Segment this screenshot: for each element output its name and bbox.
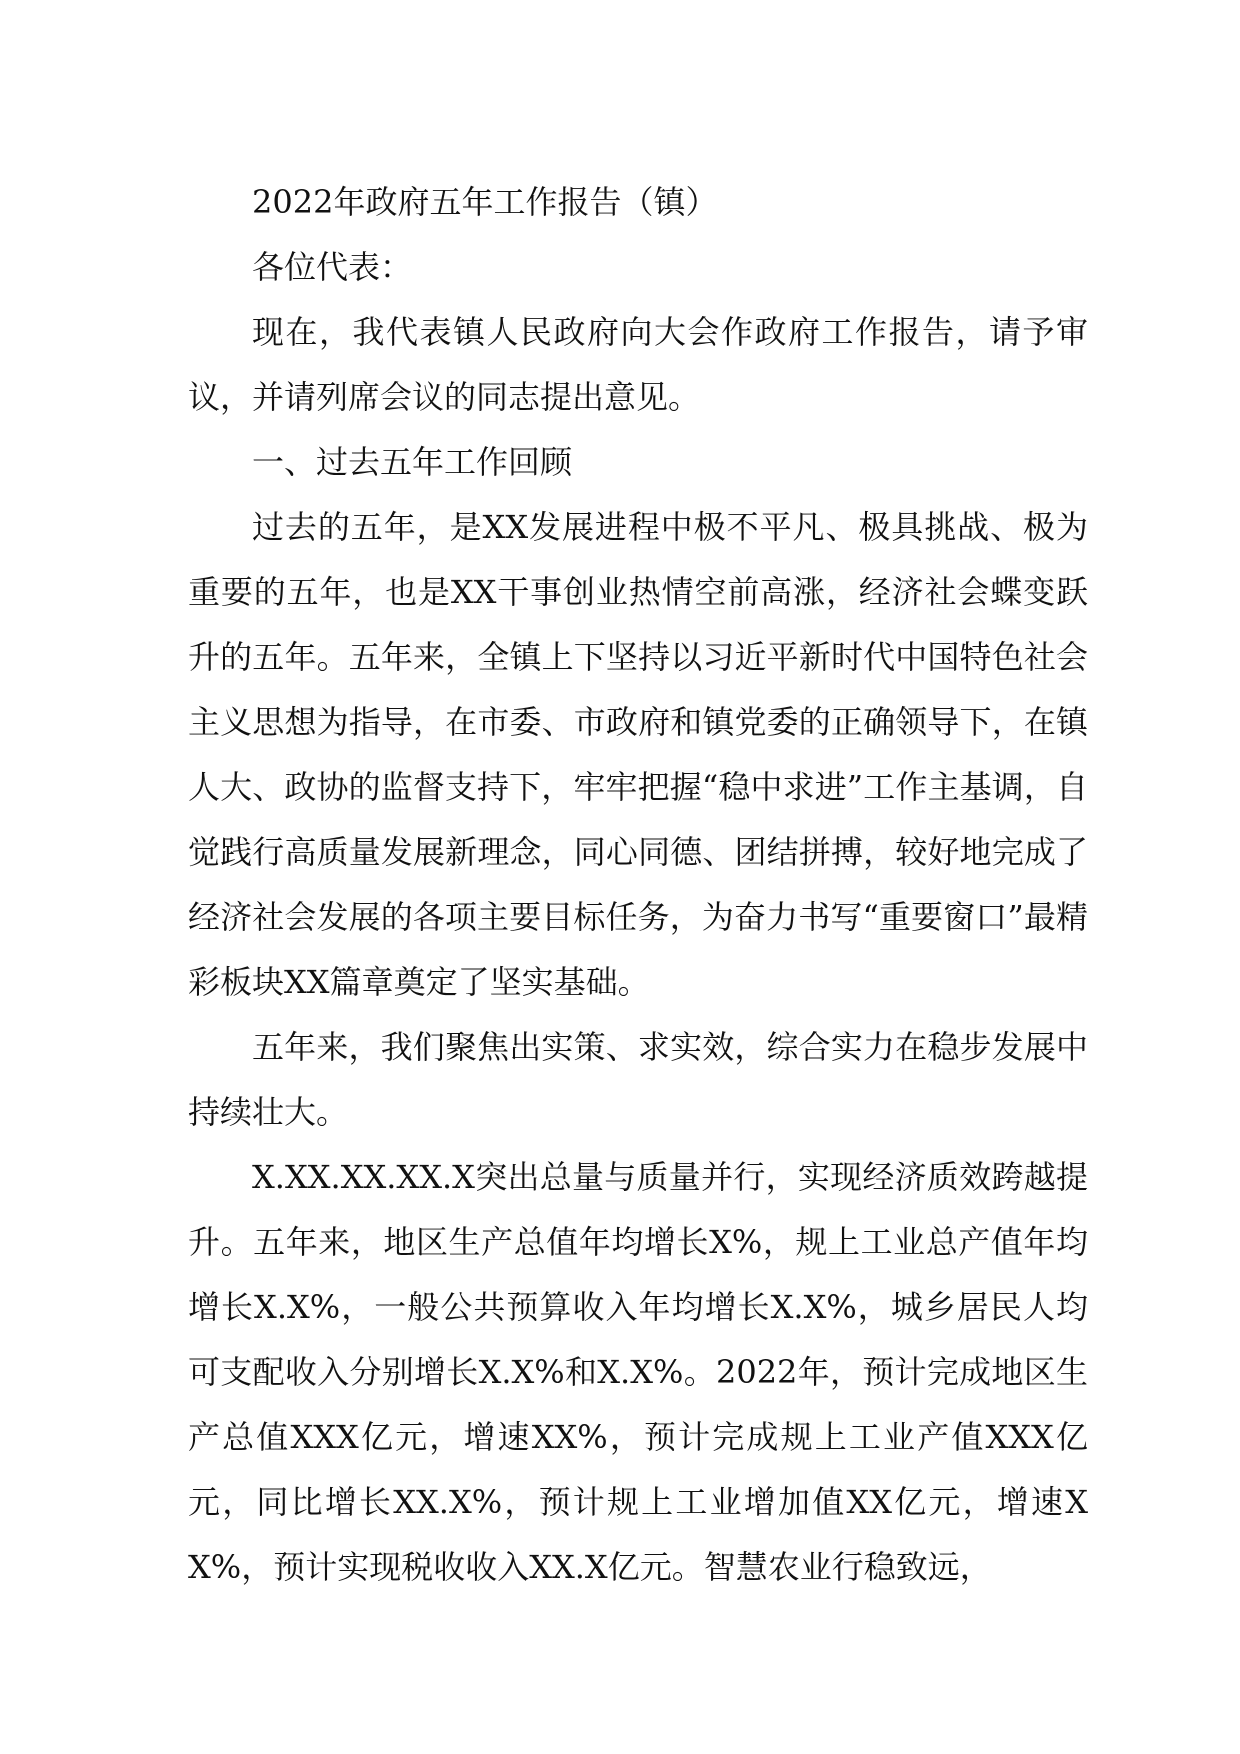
paragraph-strength: 五年来，我们聚焦出实策、求实效，综合实力在稳步发展中持续壮大。: [188, 1028, 1088, 1131]
document-title: 2022年政府五年工作报告（镇）: [252, 183, 718, 221]
section-heading: 一、过去五年工作回顾: [252, 443, 573, 481]
paragraph-review: 过去的五年，是XX发展进程中极不平凡、极具挑战、极为重要的五年，也是XX干事创业热情空前高涨，经济社会蝶变跃升的五年。五年来，全镇上下坚持以习近平新时代中国特色社会主义思想为指导，在市委、市政府和镇党委的正确领导下，在镇人大、政协的监督支持下，牢牢把握“稳中求进”工作主基调，自觉践行高质量发展新理念，同心同德、团结拼搏，较好地完成了经济社会发展的各项主要目标任务，为奋力书写“重要窗口”最精彩板块XX篇章奠定了坚实基础。: [188, 508, 1088, 1001]
paragraph-intro: 现在，我代表镇人民政府向大会作政府工作报告，请予审议，并请列席会议的同志提出意见。: [188, 313, 1088, 416]
salutation: 各位代表：: [252, 248, 413, 286]
paragraph-economy: X.XX.XX.XX.X突出总量与质量并行，实现经济质效跨越提升。五年来，地区生产总值年均增长X%，规上工业总产值年均增长X.X%，一般公共预算收入年均增长X.X%，城乡居民人均可支配收入分别增长X.X%和X.X%。2022年，预计完成地区生产总值XXX亿元，增速XX%，预计完成规上工业产值XXX亿元，同比增长XX.X%，预计规上工业增加值XX亿元，增速XX%，预计实现税收收入XX.X亿元。智慧农业行稳致远，: [188, 1158, 1088, 1586]
document-body: [188, 170, 1088, 1600]
